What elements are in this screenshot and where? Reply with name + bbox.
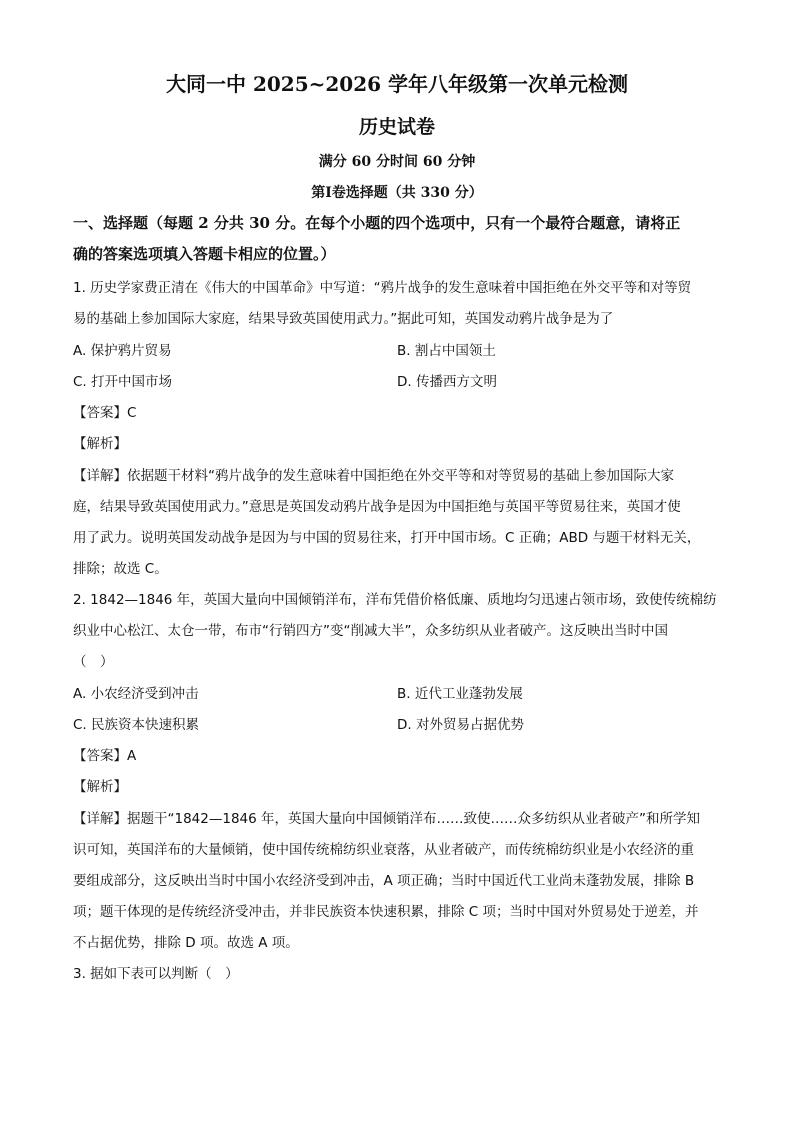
page-title: 大同一中 2025~2026 学年八年级第一次单元检测 [165,72,628,96]
question-1-stem-line2: 易的基础上参加国际大家庭，结果导致英国使用武力。”据此可知，英国发动鸦片战争是为了 [73,311,614,327]
question-2-stem-line3: （ ） [73,654,114,670]
question-2-option-c: C. 民族资本快速积累 [73,717,200,733]
question-1-detail-line3: 用了武力。说明英国发动战争是因为与中国的贸易往来，打开中国市场。C 正确；ABD 与题干材料无关， [73,530,701,546]
question-1-option-c: C. 打开中国市场 [73,374,173,390]
question-2-detail-line4: 项；题干体现的是传统经济受冲击，并非民族资本快速积累，排除 C 项；当时中国对外贸易处于逆差，并 [73,904,699,920]
question-1-detail-line1: 【详解】依据题干材料“鸦片战争的发生意味着中国拒绝在外交平等和对等贸易的基础上参加国际大家 [73,468,674,484]
question-2-detail-line1: 【详解】据题干“1842—1846 年，英国大量向中国倾销洋布……致使……众多纺织从业者破产”和所学知 [73,811,700,827]
question-2-detail-line2: 识可知，英国洋布的大量倾销，使中国传统棉纺织业衰落，从业者破产，而传统棉纺织业是小农经济的重 [73,842,694,858]
section-instructions-line2: 确的答案选项填入答题卡相应的位置。） [73,245,336,263]
question-2-analysis-label: 【解析】 [73,779,127,795]
question-1-option-b: B. 割占中国领土 [397,343,496,359]
question-2-option-b: B. 近代工业蓬勃发展 [397,686,523,702]
section-instructions-line1: 一、选择题（每题 2 分共 30 分。在每个小题的四个选项中，只有一个最符合题意，请将正 [73,214,681,232]
question-2-detail-line5: 不占据优势，排除 D 项。故选 A 项。 [73,935,299,951]
question-1-detail-line4: 排除；故选 C。 [73,561,168,577]
question-1-option-a: A. 保护鸦片贸易 [73,343,172,359]
page-subtitle: 历史试卷 [358,116,435,138]
question-1-analysis-label: 【解析】 [73,436,127,452]
question-2-stem-line1: 2. 1842—1846 年，英国大量向中国倾销洋布，洋布凭借价格低廉、质地均匀迅速占领市场，致使传统棉纺 [73,592,717,608]
question-1-stem-line1: 1. 历史学家费正清在《伟大的中国革命》中写道：“鸦片战争的发生意味着中国拒绝在外交平等和对等贸 [73,280,692,296]
question-1-detail-line2: 庭，结果导致英国使用武力。”意思是英国发动鸦片战争是因为中国拒绝与英国平等贸易往来，英国才使 [73,499,681,515]
score-time-info: 满分 60 分时间 60 分钟 [318,154,476,170]
question-1-option-d: D. 传播西方文明 [397,374,497,390]
question-3-stem-line1: 3. 据如下表可以判断（ ） [73,966,239,982]
question-2-option-a: A. 小农经济受到冲击 [73,686,199,702]
question-1-answer: 【答案】C [73,405,137,421]
question-2-detail-line3: 要组成部分，这反映出当时中国小农经济受到冲击，A 项正确；当时中国近代工业尚未蓬勃发展，排除 B [73,873,695,889]
part-heading: 第Ⅰ卷选择题（共 330 分） [311,185,483,201]
question-2-option-d: D. 对外贸易占据优势 [397,717,524,733]
question-2-stem-line2: 织业中心松江、太仓一带，布市“行销四方”变“削减大半”，众多纺织从业者破产。这反映出当时中国 [73,623,668,639]
question-2-answer: 【答案】A [73,748,137,764]
